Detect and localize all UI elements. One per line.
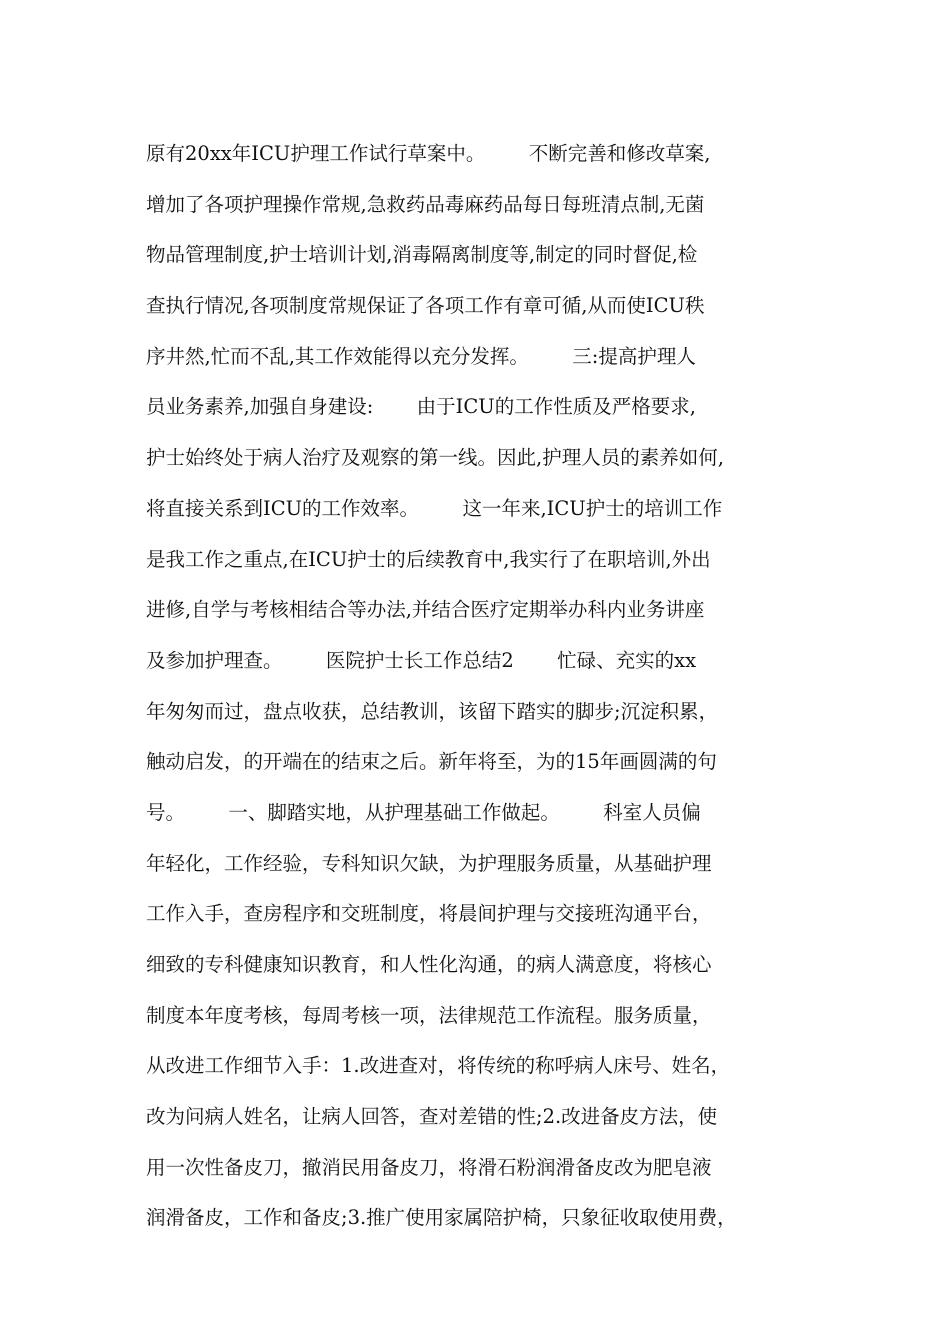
text-line: 原有20xx年ICU护理工作试行草案中。 不断完善和修改草案, [146, 142, 711, 165]
text-line: 员业务素养,加强自身建设: 由于ICU的工作性质及严格要求, [146, 395, 696, 419]
text-line: 是我工作之重点,在ICU护士的后续教育中,我实行了在职培训,外出 [146, 547, 711, 571]
text-line: 细致的专科健康知识教育，和人性化沟通，的病人满意度，将核心 [146, 953, 712, 976]
text-line: 查执行情况,各项制度常规保证了各项工作有章可循,从而使ICU秩 [146, 294, 705, 318]
text-line: 润滑备皮，工作和备皮;3.推广使用家属陪护椅，只象征收取使用费， [146, 1206, 737, 1230]
text-line: 年匆匆而过，盘点收获，总结教训，该留下踏实的脚步;沉淀积累， [146, 699, 719, 723]
text-line: 将直接关系到ICU的工作效率。 这一年来,ICU护士的培训工作 [146, 496, 723, 520]
text-line: 从改进工作细节入手：1.改进查对，将传统的称呼病人床号、姓名， [146, 1054, 731, 1078]
text-line: 改为问病人姓名，让病人回答，查对差错的性;2.改进备皮方法，使 [146, 1105, 718, 1129]
text-line: 序井然,忙而不乱,其工作效能得以充分发挥。 三:提高护理人 [146, 344, 696, 368]
text-line: 物品管理制度,护士培训计划,消毒隔离制度等,制定的同时督促,检 [146, 243, 698, 267]
text-line: 用一次性备皮刀，撤消民用备皮刀，将滑石粉润滑备皮改为肥皂液 [146, 1155, 712, 1179]
text-line: 年轻化，工作经验，专科知识欠缺，为护理服务质量，从基础护理 [146, 851, 712, 875]
text-line: 护士始终处于病人治疗及观察的第一线。因此,护理人员的素养如何, [146, 446, 724, 470]
text-line: 触动启发，的开端在的结束之后。新年将至，为的15年画圆满的句 [146, 750, 717, 774]
text-line: 增加了各项护理操作常规,急救药品毒麻药品每日每班清点制,无菌 [146, 192, 705, 216]
text-line: 工作入手，查房程序和交班制度，将晨间护理与交接班沟通平台， [146, 902, 712, 926]
text-line: 及参加护理查。 医院护士长工作总结2 忙碌、充实的xx [146, 648, 697, 672]
body-text [146, 129, 816, 1244]
text-line: 制度本年度考核，每周考核一项，法律规范工作流程。服务质量， [146, 1003, 712, 1027]
text-line: 号。 一、脚踏实地，从护理基础工作做起。 科室人员偏 [146, 800, 701, 824]
text-line: 进修,自学与考核相结合等办法,并结合医疗定期举办科内业务讲座 [146, 598, 705, 622]
